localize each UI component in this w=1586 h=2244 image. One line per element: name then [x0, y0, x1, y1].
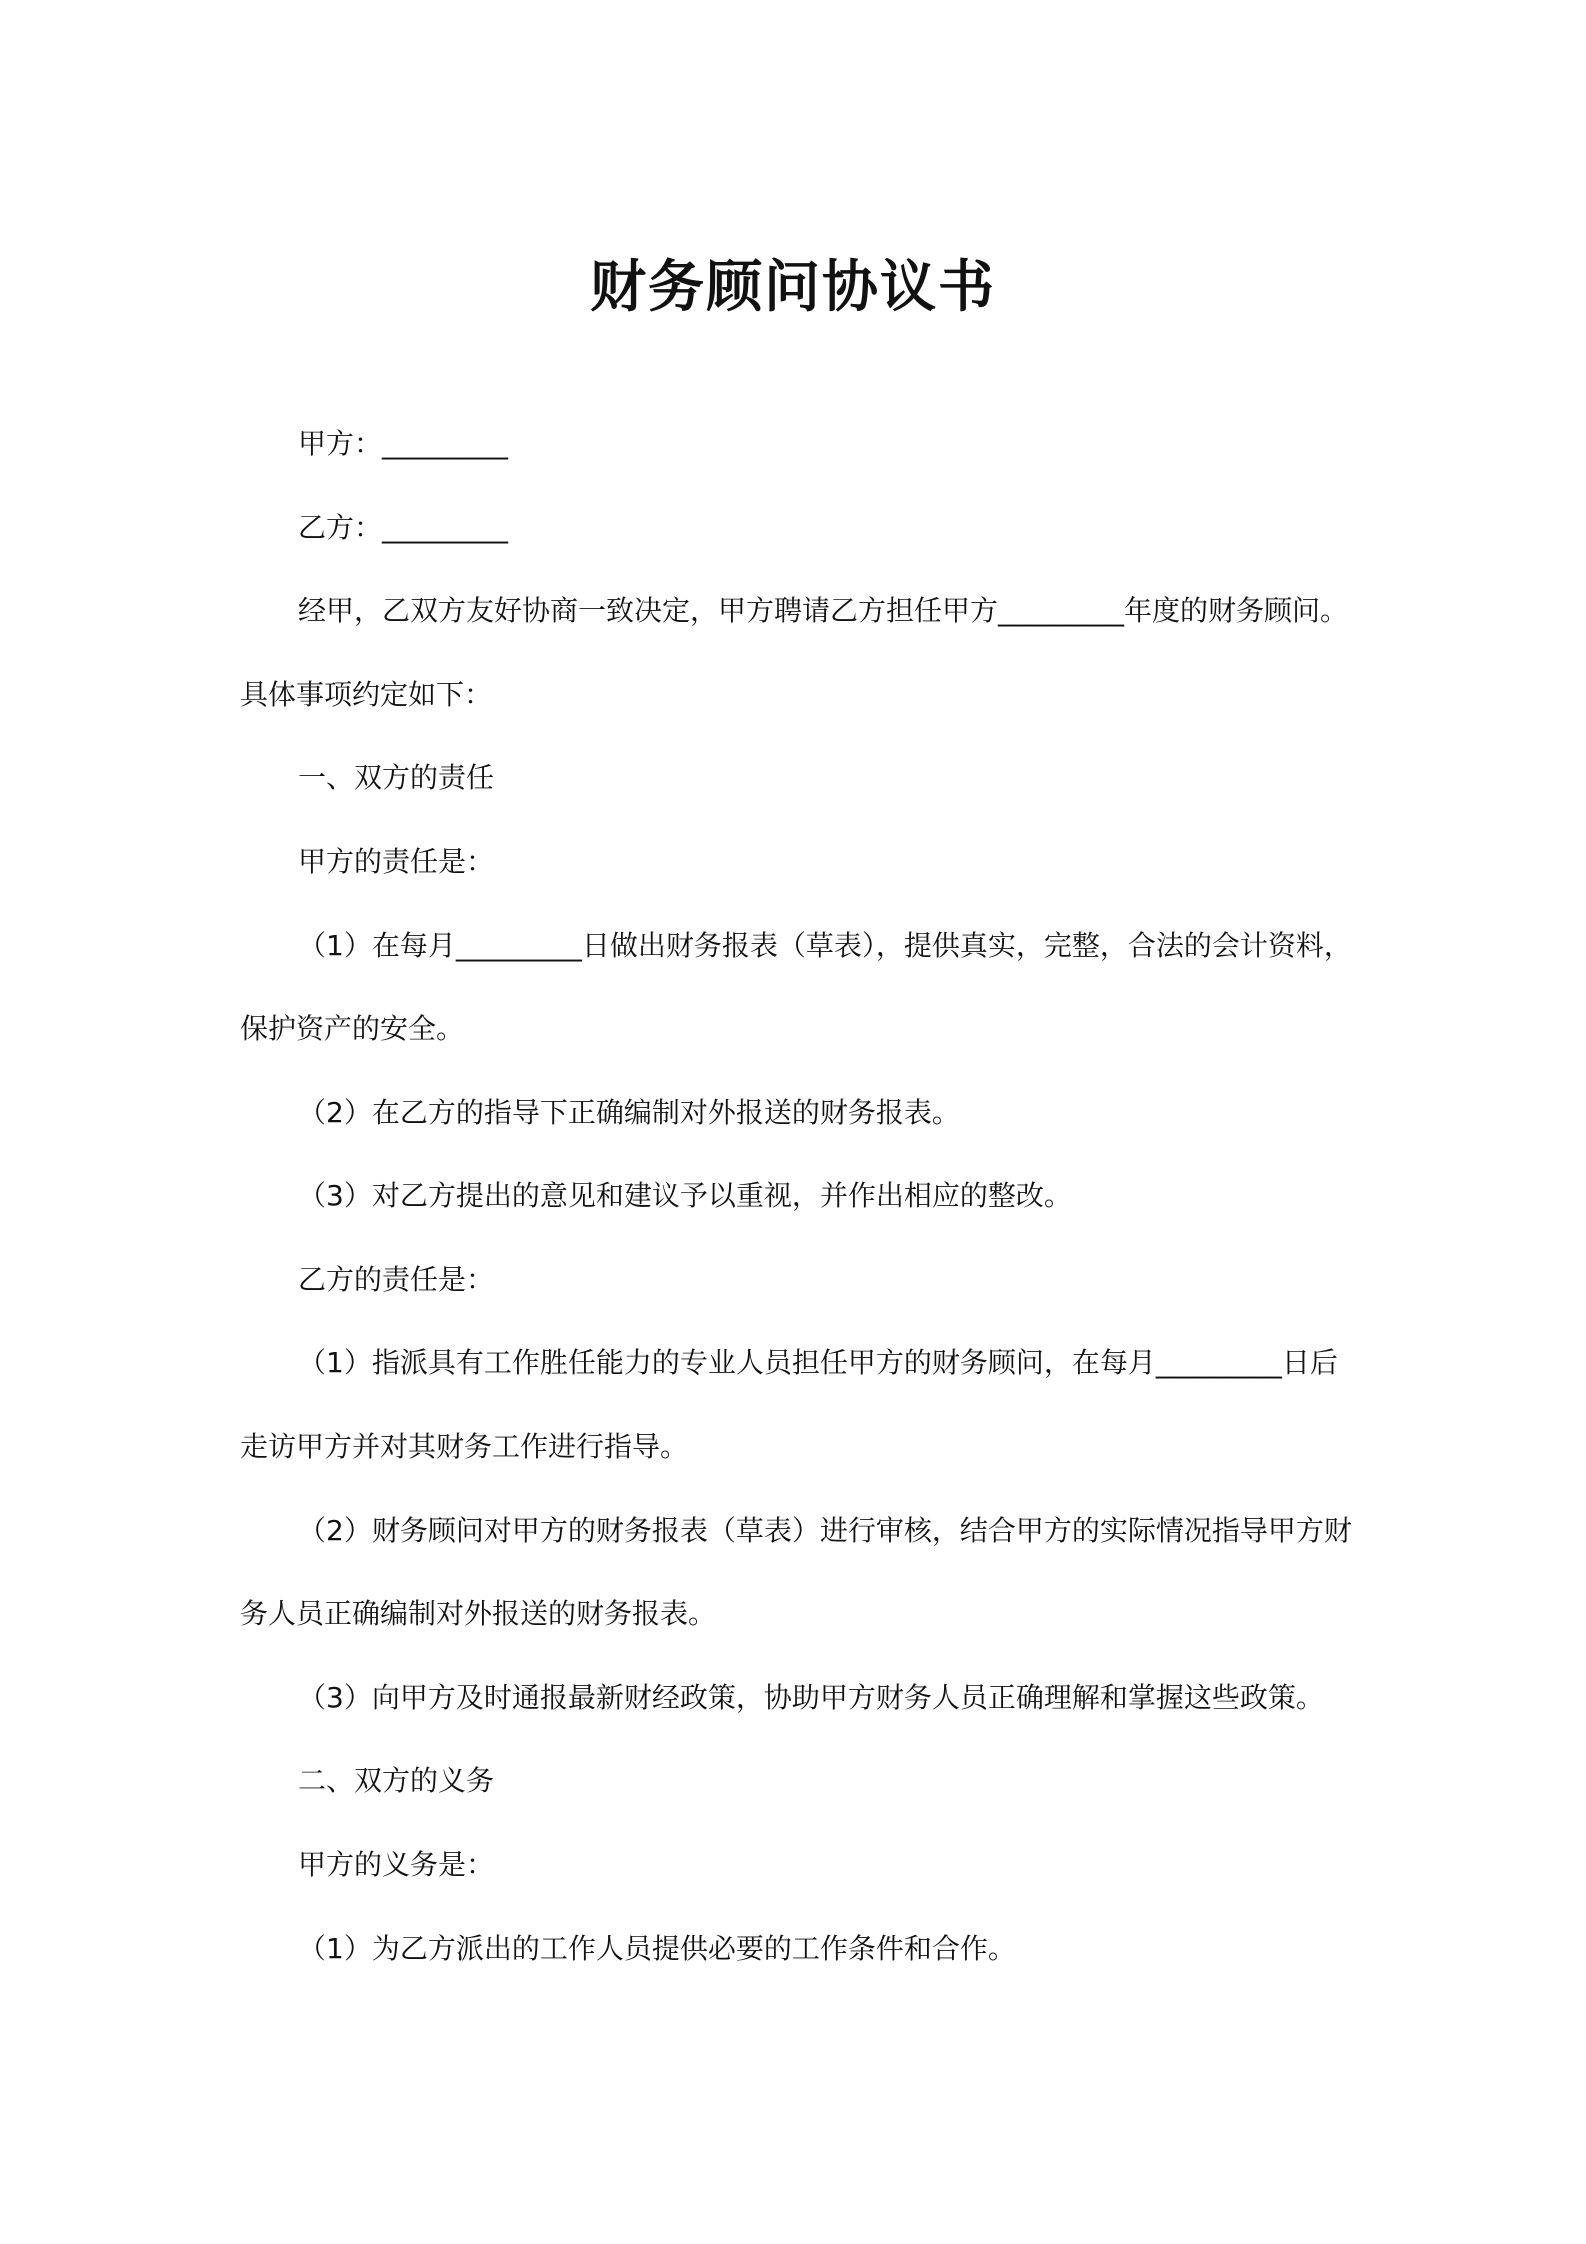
- party-b-responsibility-2-continuation: 务人员正确编制对外报送的财务报表。: [240, 1597, 717, 1630]
- party-a-obligation-1: （1）为乙方派出的工作人员提供必要的工作条件和合作。: [298, 1932, 1016, 1965]
- party-b-line: 乙方：_________: [298, 511, 509, 544]
- party-b-responsibility-2: （2）财务顾问对甲方的财务报表（草表）进行审核，结合甲方的实际情况指导甲方财: [298, 1514, 1352, 1547]
- party-a-obligations-heading: 甲方的义务是：: [298, 1848, 495, 1881]
- party-a-responsibilities-heading: 甲方的责任是：: [298, 845, 495, 878]
- party-a-responsibility-2: （2）在乙方的指导下正确编制对外报送的财务报表。: [298, 1096, 960, 1129]
- party-a-responsibility-3: （3）对乙方提出的意见和建议予以重视，并作出相应的整改。: [298, 1179, 1072, 1212]
- party-a-line: 甲方：_________: [298, 427, 509, 460]
- intro-paragraph-continuation: 具体事项约定如下：: [240, 678, 493, 711]
- section-heading-responsibilities: 一、双方的责任: [298, 761, 495, 794]
- party-a-responsibility-1-continuation: 保护资产的安全。: [240, 1012, 465, 1045]
- party-b-responsibility-3: （3）向甲方及时通报最新财经政策，协助甲方财务人员正确理解和掌握这些政策。: [298, 1681, 1324, 1714]
- party-b-responsibility-1-continuation: 走访甲方并对其财务工作进行指导。: [240, 1430, 689, 1463]
- document-title: 财务顾问协议书: [590, 255, 996, 320]
- intro-paragraph-line: 经甲，乙双方友好协商一致决定，甲方聘请乙方担任甲方_________年度的财务顾问。: [298, 594, 1349, 627]
- party-b-responsibilities-heading: 乙方的责任是：: [298, 1263, 495, 1296]
- party-b-responsibility-1: （1）指派具有工作胜任能力的专业人员担任甲方的财务顾问，在每月_________日后: [298, 1346, 1338, 1379]
- party-a-responsibility-1: （1）在每月_________日做出财务报表（草表），提供真实，完整，合法的会计资料，: [298, 929, 1352, 962]
- section-heading-obligations: 二、双方的义务: [298, 1764, 495, 1797]
